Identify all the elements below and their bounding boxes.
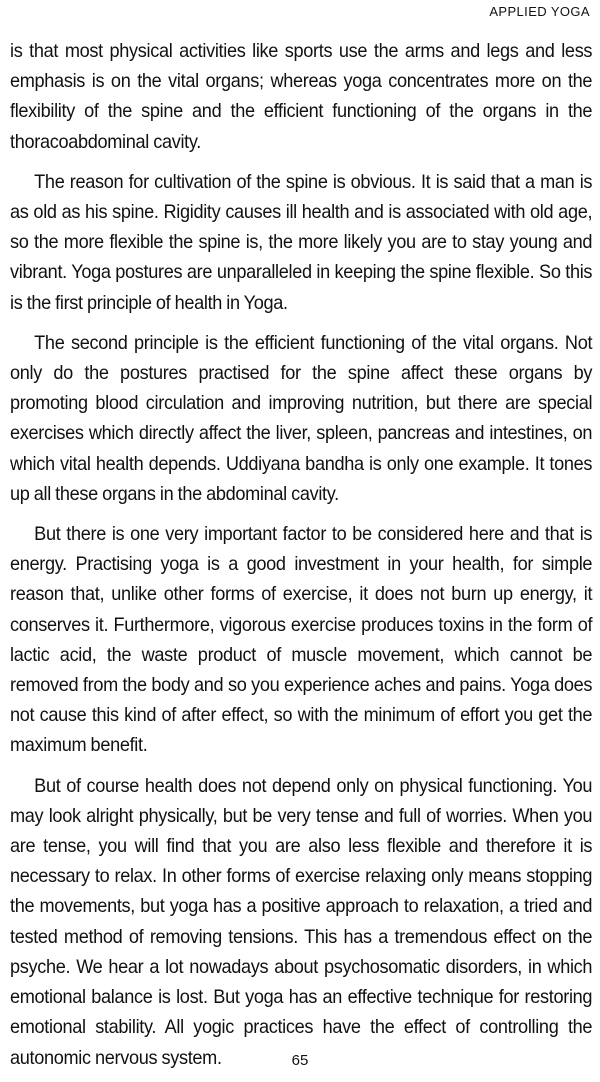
paragraph-relaxation: But of course health does not depend only on physical functioning. You may look alright physically, but be very tense and full of worries. When you are tense, you will find that you are also less flexible and therefore it is necessary to relax. In other forms of exercise relaxing only means stopping the movements, but yoga has a positive approach to relaxation, a tried and tested method of removing tensions. This has a tremendous effect on the psyche. We hear a lot nowadays about psychosomatic disorders, in which emotional balance is lost. But yoga has an effective technique for restoring emotional stability. All yogic practices have the effect of controlling the autonomic nervous system. [10, 774, 593, 1069]
paragraph-vital-organs: The second principle is the efficient functioning of the vital organs. Not only do the postures practised for the spine affect these organs by promoting blood circulation and improving nutrition, but there are special exercises which directly affect the liver, spleen, pancreas and intestines, on which vital health depends. Uddiyana bandha is only one example. It tones up all these organs in the abdominal cavity. [10, 331, 593, 505]
running-head: APPLIED YOGA [489, 4, 590, 19]
body-text [10, 36, 592, 1082]
paragraph-energy: But there is one very important factor to be considered here and that is energy. Practising yoga is a good investment in your health, for simple reason that, unlike other forms of exercise, it does not burn up energy, it conserves it. Furthermore, vigorous exercise produces toxins in the form of lactic acid, the waste product of muscle movement, which cannot be removed from the body and so you experience aches and pains. Yoga does not cause this kind of after effect, so with the minimum of effort you get the maximum benefit. [10, 523, 593, 757]
paragraph-continued: is that most physical activities like sports use the arms and legs and less emphasis is on the vital organs; whereas yoga concentrates more on the flexibility of the spine and the efficient functioning of the organs in the thoracoabdominal cavity. [10, 40, 593, 153]
paragraph-spine: The reason for cultivation of the spine is obvious. It is said that a man is as old as his spine. Rigidity causes ill health and is associated with old age, so the more flexible the spine is, the more likely you are to stay young and vibrant. Yoga postures are unparalleled in keeping the spine flexible. So this is the first principle of health in Yoga. [10, 170, 593, 314]
page-number: 65 [291, 1052, 309, 1069]
